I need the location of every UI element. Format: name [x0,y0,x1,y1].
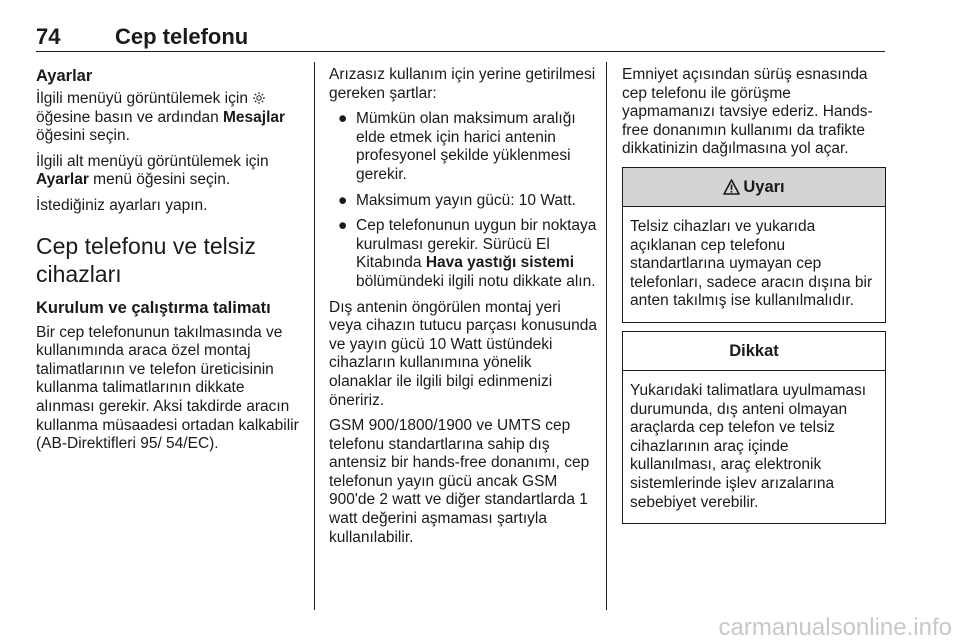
header-rule [36,51,885,52]
bullet: ● [338,191,348,209]
notice-title: Dikkat [729,341,779,360]
page-number: 74 [36,24,61,49]
text: Mümkün olan maksimum aralığı elde etmek için harici antenin profesyonel şekilde yüklenmesi gerekir. [356,110,576,183]
column-divider [606,62,607,610]
column-divider [314,62,315,610]
column-2 [329,66,597,554]
text: Maksimum yayın gücü: 10 Watt. [356,191,576,209]
bold-term: Mesajlar [223,108,286,126]
column-3 [622,66,886,524]
bullet: ● [338,110,348,128]
list-item [329,217,597,291]
notice-box [622,331,886,524]
warning-triangle-icon [723,179,740,195]
gear-icon [252,91,266,105]
paragraph [36,90,301,146]
warning-text: Telsiz cihazları ve yukarıda açıklanan cep telefonu standartlarına uymayan cep telefonları, sadece aracın dışına bir anten takılmış ise kullanılmalıdır. [630,217,873,310]
list-item [329,110,597,184]
paragraph: Arızasız kullanım için yerine getirilmesi gereken şartlar: [329,66,596,102]
text: menü öğesini seçin. [88,171,231,189]
bullet-list [329,110,597,291]
running-title: Cep telefonu [115,24,249,49]
paragraph: Emniyet açısından sürüş esnasında cep telefonu ile görüşme yapmamanızı tavsiye ederiz. Hands-free donanımın kullanımı da trafikte dikkatinizin dağılmasına yol açar. [622,66,873,158]
paragraph: İstediğiniz ayarları yapın. [36,196,208,214]
text: Cep telefonunun uygun bir noktaya kurulması gerekir. Sürücü El Kitabında [356,217,597,272]
text: öğesine basın ve ardından [36,108,223,126]
warning-header [623,168,885,207]
notice-header [623,332,885,371]
paragraph: GSM 900/1800/1900 ve UMTS cep telefonu standartlarına sahip dış antensiz bir hands-free donanımı, cep telefonun yayın gücü ancak GSM 900'de 2 watt ve diğer standartlarda 1 watt değerini aşmaması şartıyla kullanılabilir. [329,417,590,546]
paragraph [36,153,301,190]
text: İlgili alt menüyü görüntülemek için [36,152,269,170]
column-1 [36,66,301,461]
list-item [329,192,597,211]
settings-heading: Ayarlar [36,67,93,85]
bold-term: Hava yastığı sistemi [425,254,575,272]
warning-box [622,167,886,323]
paragraph: Bir cep telefonunun takılmasında ve kullanımında araca özel montaj talimatlarının ve telefon üreticisinin kullanma talimatlarının dikkate alınması gerekir. Aksi takdirde aracın kullanma müsaadesi ortadan kalkabilir (AB-Direktifleri 95/ 54/EC). [36,323,299,453]
warning-title: Uyarı [743,177,785,196]
page-header [36,24,885,52]
watermark: carmanualsonline.info [718,614,952,641]
paragraph: Dış antenin öngörülen montaj yeri veya cihazın tutucu parçası konusunda ve yayın gücü 10 Watt üstündeki cihazların kullanımına yönelik olanaklar ile ilgili bilgi edinmenizi öneririz. [329,298,597,409]
notice-text: Yukarıdaki talimatlara uyulmaması durumunda, dış anteni olmayan araçlarda cep telefon ve telsiz cihazlarının araç içinde kullanılması, araç elektronik sistemlerinde işlev arızalarına sebebiyet verebilir. [630,381,867,511]
text: İlgili menüyü görüntülemek için [36,90,253,107]
section-heading: Cep telefonu ve telsiz cihazları [36,232,256,287]
sub-heading: Kurulum ve çalıştırma talimatı [36,298,271,317]
text: bölümündeki ilgili notu dikkate alın. [356,272,596,290]
bullet: ● [338,217,348,235]
bold-term: Ayarlar [36,171,89,189]
text: öğesini seçin. [36,127,130,145]
